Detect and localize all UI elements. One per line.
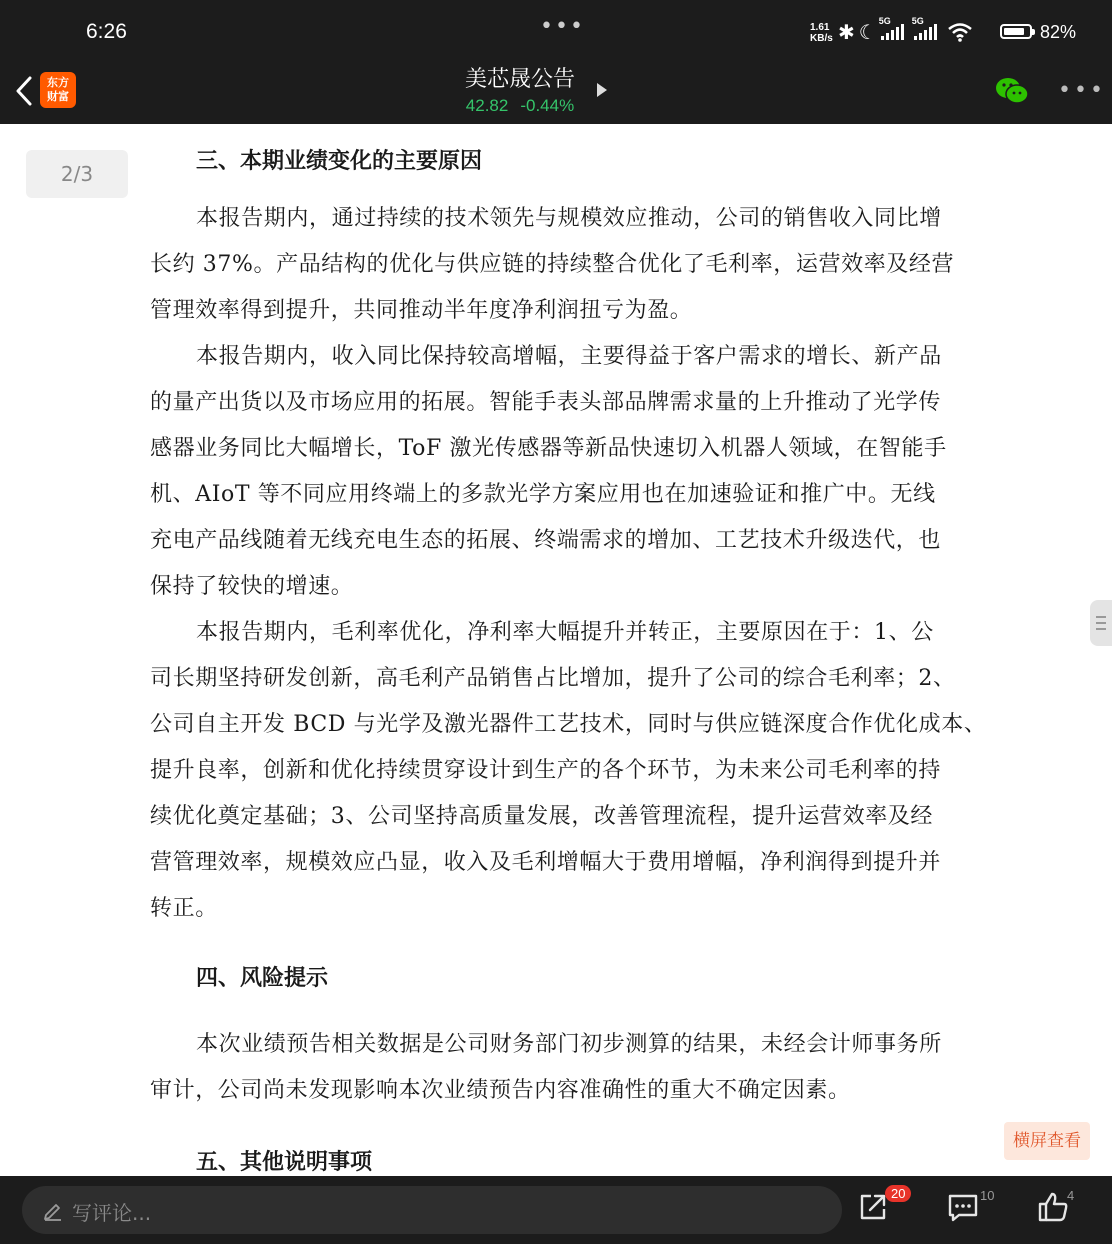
- section3-paragraph-1: [150, 196, 980, 334]
- logo-text-line2: 财富: [47, 90, 69, 103]
- paragraph-line: 本次业绩预告相关数据是公司财务部门初步测算的结果，未经会计师事务所: [196, 1032, 942, 1057]
- paragraph-line: 的量产出货以及市场应用的拓展。智能手表头部品牌需求量的上升推动了光学传: [150, 390, 942, 415]
- section3-paragraph-3: [150, 610, 987, 932]
- pen-icon: [42, 1199, 64, 1221]
- paragraph-line: 管理效率得到提升，共同推动半年度净利润扭亏为盈。: [150, 298, 693, 323]
- paragraph-line: 本报告期内，收入同比保持较高增幅，主要得益于客户需求的增长、新产品: [196, 344, 942, 369]
- wechat-icon[interactable]: [994, 76, 1030, 106]
- stock-price: 42.82: [465, 96, 509, 115]
- page-indicator: 2/3: [26, 150, 128, 198]
- back-arrow-icon[interactable]: [10, 74, 40, 108]
- signal-icon-sim1: [878, 16, 904, 40]
- net-speed-unit: KB/s: [810, 33, 833, 44]
- section4-heading: 四、风险提示: [196, 965, 329, 991]
- section3-heading: 三、本期业绩变化的主要原因: [196, 148, 483, 174]
- landscape-view-button[interactable]: 横屏查看: [1004, 1122, 1090, 1160]
- moon-icon: ☾: [858, 20, 877, 44]
- section3-paragraph-2: [150, 334, 980, 610]
- status-icons: [838, 16, 973, 44]
- play-triangle-icon[interactable]: [597, 83, 607, 97]
- comment-icon[interactable]: [946, 1190, 980, 1224]
- page-title[interactable]: 美芯晟公告: [464, 67, 575, 92]
- net-speed-value: 1.61: [810, 22, 830, 33]
- paragraph-line: 感器业务同比大幅增长，ToF 激光传感器等新品快速切入机器人领域，在智能手: [150, 436, 947, 461]
- battery-icon: [1000, 24, 1032, 39]
- eastmoney-logo: [40, 72, 76, 108]
- logo-text-line1: 东方: [47, 76, 69, 89]
- comment-placeholder: 写评论...: [72, 1201, 152, 1225]
- net-speed: [810, 22, 833, 44]
- paragraph-line: 审计，公司尚未发现影响本次业绩预告内容准确性的重大不确定因素。: [150, 1078, 851, 1103]
- paragraph-line: 提升良率，创新和优化持续贯穿设计到生产的各个环节，为未来公司毛利率的持: [150, 758, 942, 783]
- paragraph-line: 充电产品线随着无线充电生态的拓展、终端需求的增加、工艺技术升级迭代，也: [150, 528, 942, 553]
- top-bar: [0, 0, 1112, 124]
- stock-change: -0.44%: [520, 96, 575, 115]
- status-time: 6:26: [86, 20, 127, 43]
- paragraph-line: 保持了较快的增速。: [150, 574, 354, 599]
- wifi-icon: [947, 22, 973, 42]
- paragraph-line: 公司自主开发 BCD 与光学及激光器件工艺技术，同时与供应链深度合作优化成本、: [150, 712, 987, 737]
- paragraph-line: 本报告期内，通过持续的技术领先与规模效应推动，公司的销售收入同比增: [196, 206, 942, 231]
- stock-quote[interactable]: [420, 96, 620, 116]
- section5-heading: 五、其他说明事项: [196, 1149, 373, 1175]
- share-count-badge: 20: [885, 1185, 911, 1202]
- battery-fill: [1004, 28, 1024, 35]
- paragraph-line: 长约 37%。产品结构的优化与供应链的持续整合优化了毛利率，运营效率及经营: [150, 252, 955, 277]
- paragraph-line: 续优化奠定基础；3、公司坚持高质量发展，改善管理流程，提升运营效率及经: [150, 804, 933, 829]
- window-dots-icon[interactable]: •••: [540, 14, 585, 39]
- section4-paragraph: [150, 1022, 980, 1114]
- sim1-label: 5G: [878, 16, 891, 26]
- like-icon[interactable]: [1036, 1190, 1070, 1224]
- comment-input[interactable]: [22, 1186, 842, 1234]
- bottom-bar: [0, 1176, 1112, 1244]
- comment-count: 10: [980, 1188, 995, 1203]
- signal-icon-sim2: [911, 16, 937, 40]
- bluetooth-icon: ✱: [838, 20, 855, 44]
- side-drawer-handle[interactable]: [1090, 600, 1112, 646]
- like-count: 4: [1067, 1188, 1075, 1203]
- paragraph-line: 转正。: [150, 896, 218, 921]
- paragraph-line: 营管理效率，规模效应凸显，收入及毛利增幅大于费用增幅，净利润得到提升并: [150, 850, 942, 875]
- paragraph-line: 机、AIoT 等不同应用终端上的多款光学方案应用也在加速验证和推广中。无线: [150, 482, 936, 507]
- paragraph-line: 司长期坚持研发创新，高毛利产品销售占比增加，提升了公司的综合毛利率；2、: [150, 666, 956, 691]
- sim2-label: 5G: [911, 16, 924, 26]
- more-icon[interactable]: •••: [1058, 78, 1106, 103]
- paragraph-line: 本报告期内，毛利率优化，净利率大幅提升并转正，主要原因在于：1、公: [196, 620, 934, 645]
- battery-percent: 82%: [1040, 22, 1077, 42]
